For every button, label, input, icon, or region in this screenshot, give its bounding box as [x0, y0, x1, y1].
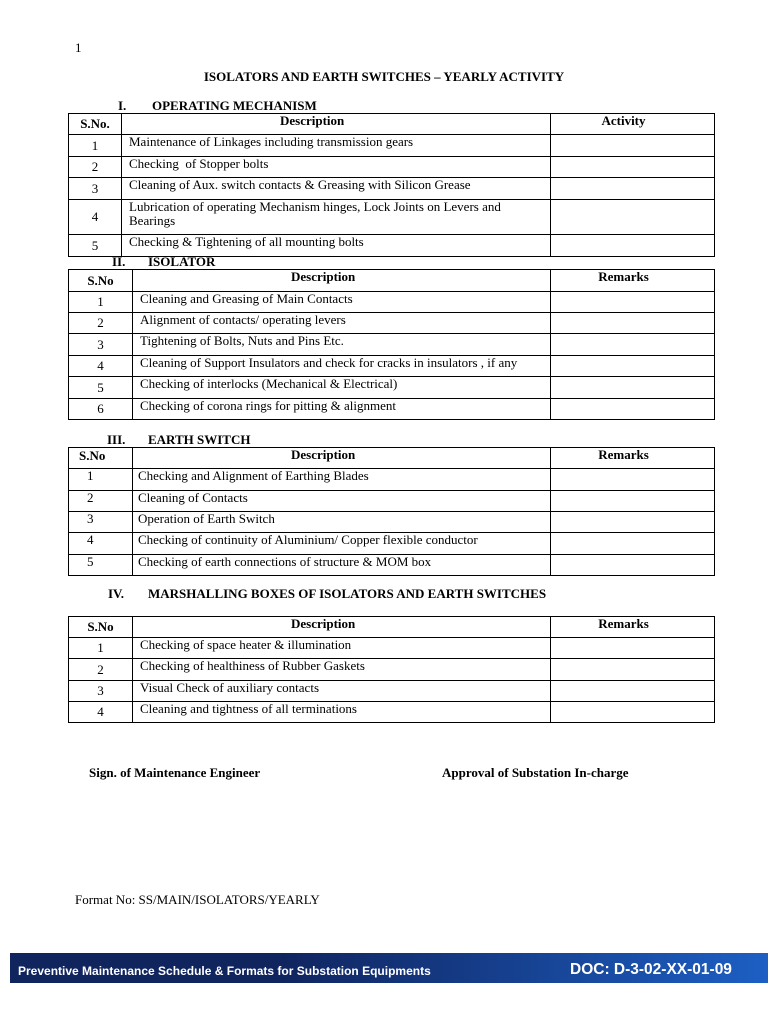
description-cell: Cleaning of Support Insulators and check for cracks in insulators , if any [133, 356, 551, 377]
description-cell: Cleaning of Aux. switch contacts & Greasing with Silicon Grease [122, 178, 551, 200]
remarks-cell [551, 334, 715, 356]
description-cell: Checking of interlocks (Mechanical & Electrical) [133, 377, 551, 399]
description-cell: Checking of earth connections of structure & MOM box [133, 555, 551, 576]
table-row [69, 681, 715, 702]
serial-number-cell: 3 [69, 178, 122, 200]
table-row [69, 178, 715, 200]
column-header-sno: S.No [69, 448, 133, 469]
description-cell: Tightening of Bolts, Nuts and Pins Etc. [133, 334, 551, 356]
serial-number-cell: 5 [69, 555, 133, 576]
description-cell: Cleaning of Contacts [133, 491, 551, 512]
table-row [69, 702, 715, 723]
table-row [69, 491, 715, 512]
remarks-cell [551, 292, 715, 313]
document-number: DOC: D-3-02-XX-01-09 [570, 961, 732, 978]
section-numeral: IV. [108, 586, 125, 601]
remarks-cell [551, 313, 715, 334]
serial-number-cell: 4 [69, 533, 133, 555]
maintenance-engineer-signature-label: Sign. of Maintenance Engineer [89, 765, 261, 780]
remarks-cell [551, 469, 715, 491]
description-cell: Alignment of contacts/ operating levers [133, 313, 551, 334]
remarks-cell [551, 399, 715, 420]
table-row [69, 200, 715, 235]
document-title: ISOLATORS AND EARTH SWITCHES – YEARLY ACTIVITY [203, 69, 565, 84]
serial-number-cell: 1 [69, 135, 122, 157]
serial-number-cell: 4 [69, 702, 133, 723]
serial-number-cell: 3 [69, 681, 133, 702]
section-heading: EARTH SWITCH [148, 432, 251, 447]
serial-number-cell: 1 [69, 469, 133, 491]
remarks-cell [551, 533, 715, 555]
table-row [69, 356, 715, 377]
footer-bar [10, 953, 768, 983]
column-header-description: Description [133, 617, 551, 638]
description-cell: Checking of continuity of Aluminium/ Copper flexible conductor [133, 533, 551, 555]
table-row [69, 469, 715, 491]
column-header-sno: S.No [69, 617, 133, 638]
serial-number-cell: 2 [69, 157, 122, 178]
serial-number-cell: 1 [69, 638, 133, 659]
serial-number-cell: 4 [69, 200, 122, 235]
serial-number-cell: 2 [69, 659, 133, 681]
section-numeral: I. [118, 98, 127, 113]
isolator-table [68, 269, 715, 420]
serial-number-cell: 3 [69, 334, 133, 356]
serial-number-cell: 5 [69, 235, 122, 257]
remarks-cell [551, 512, 715, 533]
substation-incharge-approval-label: Approval of Substation In-charge [442, 765, 629, 780]
activity-cell [551, 235, 715, 257]
column-header-sno: S.No [69, 270, 133, 292]
table-row [69, 334, 715, 356]
description-cell: Cleaning and tightness of all terminations [133, 702, 551, 723]
format-number: Format No: SS/MAIN/ISOLATORS/YEARLY [75, 892, 320, 907]
remarks-cell [551, 681, 715, 702]
table-row [69, 313, 715, 334]
description-cell: Checking of Stopper bolts [122, 157, 551, 178]
column-header-remarks: Remarks [551, 270, 715, 292]
section-heading: MARSHALLING BOXES OF ISOLATORS AND EARTH SWITCHES [148, 586, 547, 601]
serial-number-cell: 1 [69, 292, 133, 313]
table-row [69, 659, 715, 681]
column-header-description: Description [133, 270, 551, 292]
description-cell: Checking of corona rings for pitting & alignment [133, 399, 551, 420]
table-row [69, 292, 715, 313]
section-numeral: II. [112, 254, 126, 269]
remarks-cell [551, 659, 715, 681]
table-row [69, 555, 715, 576]
table-row [69, 135, 715, 157]
column-header-remarks: Remarks [551, 448, 715, 469]
operating-mechanism-table [68, 113, 715, 257]
table-header-row [69, 270, 715, 292]
table-header-row [69, 448, 715, 469]
remarks-cell [551, 638, 715, 659]
activity-cell [551, 178, 715, 200]
activity-cell [551, 135, 715, 157]
serial-number-cell: 3 [69, 512, 133, 533]
earth-switch-table [68, 447, 715, 576]
column-header-activity: Activity [551, 114, 715, 135]
remarks-cell [551, 555, 715, 576]
remarks-cell [551, 491, 715, 512]
serial-number-cell: 2 [69, 491, 133, 512]
activity-cell [551, 200, 715, 235]
page-number: 1 [75, 40, 82, 55]
section-numeral: III. [107, 432, 126, 447]
remarks-cell [551, 377, 715, 399]
section-heading: OPERATING MECHANISM [152, 98, 317, 113]
serial-number-cell: 4 [69, 356, 133, 377]
column-header-description: Description [133, 448, 551, 469]
serial-number-cell: 2 [69, 313, 133, 334]
table-row [69, 533, 715, 555]
marshalling-boxes-table [68, 616, 715, 723]
table-row [69, 638, 715, 659]
description-cell: Maintenance of Linkages including transmission gears [122, 135, 551, 157]
description-cell: Checking and Alignment of Earthing Blades [133, 469, 551, 491]
section-heading: ISOLATOR [148, 254, 216, 269]
table-header-row [69, 617, 715, 638]
serial-number-cell: 6 [69, 399, 133, 420]
description-cell: Visual Check of auxiliary contacts [133, 681, 551, 702]
column-header-sno: S.No. [69, 114, 122, 135]
table-row [69, 512, 715, 533]
remarks-cell [551, 702, 715, 723]
remarks-cell [551, 356, 715, 377]
table-header-row [69, 114, 715, 135]
serial-number-cell: 5 [69, 377, 133, 399]
description-cell: Checking & Tightening of all mounting bolts [122, 235, 551, 257]
description-cell: Checking of healthiness of Rubber Gaskets [133, 659, 551, 681]
table-row [69, 157, 715, 178]
description-cell: Cleaning and Greasing of Main Contacts [133, 292, 551, 313]
description-cell: Checking of space heater & illumination [133, 638, 551, 659]
column-header-remarks: Remarks [551, 617, 715, 638]
activity-cell [551, 157, 715, 178]
table-row [69, 399, 715, 420]
description-cell: Lubrication of operating Mechanism hinges, Lock Joints on Levers and Bearings [122, 200, 551, 235]
footer-title: Preventive Maintenance Schedule & Formats for Substation Equipments [18, 964, 431, 978]
description-cell: Operation of Earth Switch [133, 512, 551, 533]
column-header-description: Description [122, 114, 551, 135]
table-row [69, 377, 715, 399]
